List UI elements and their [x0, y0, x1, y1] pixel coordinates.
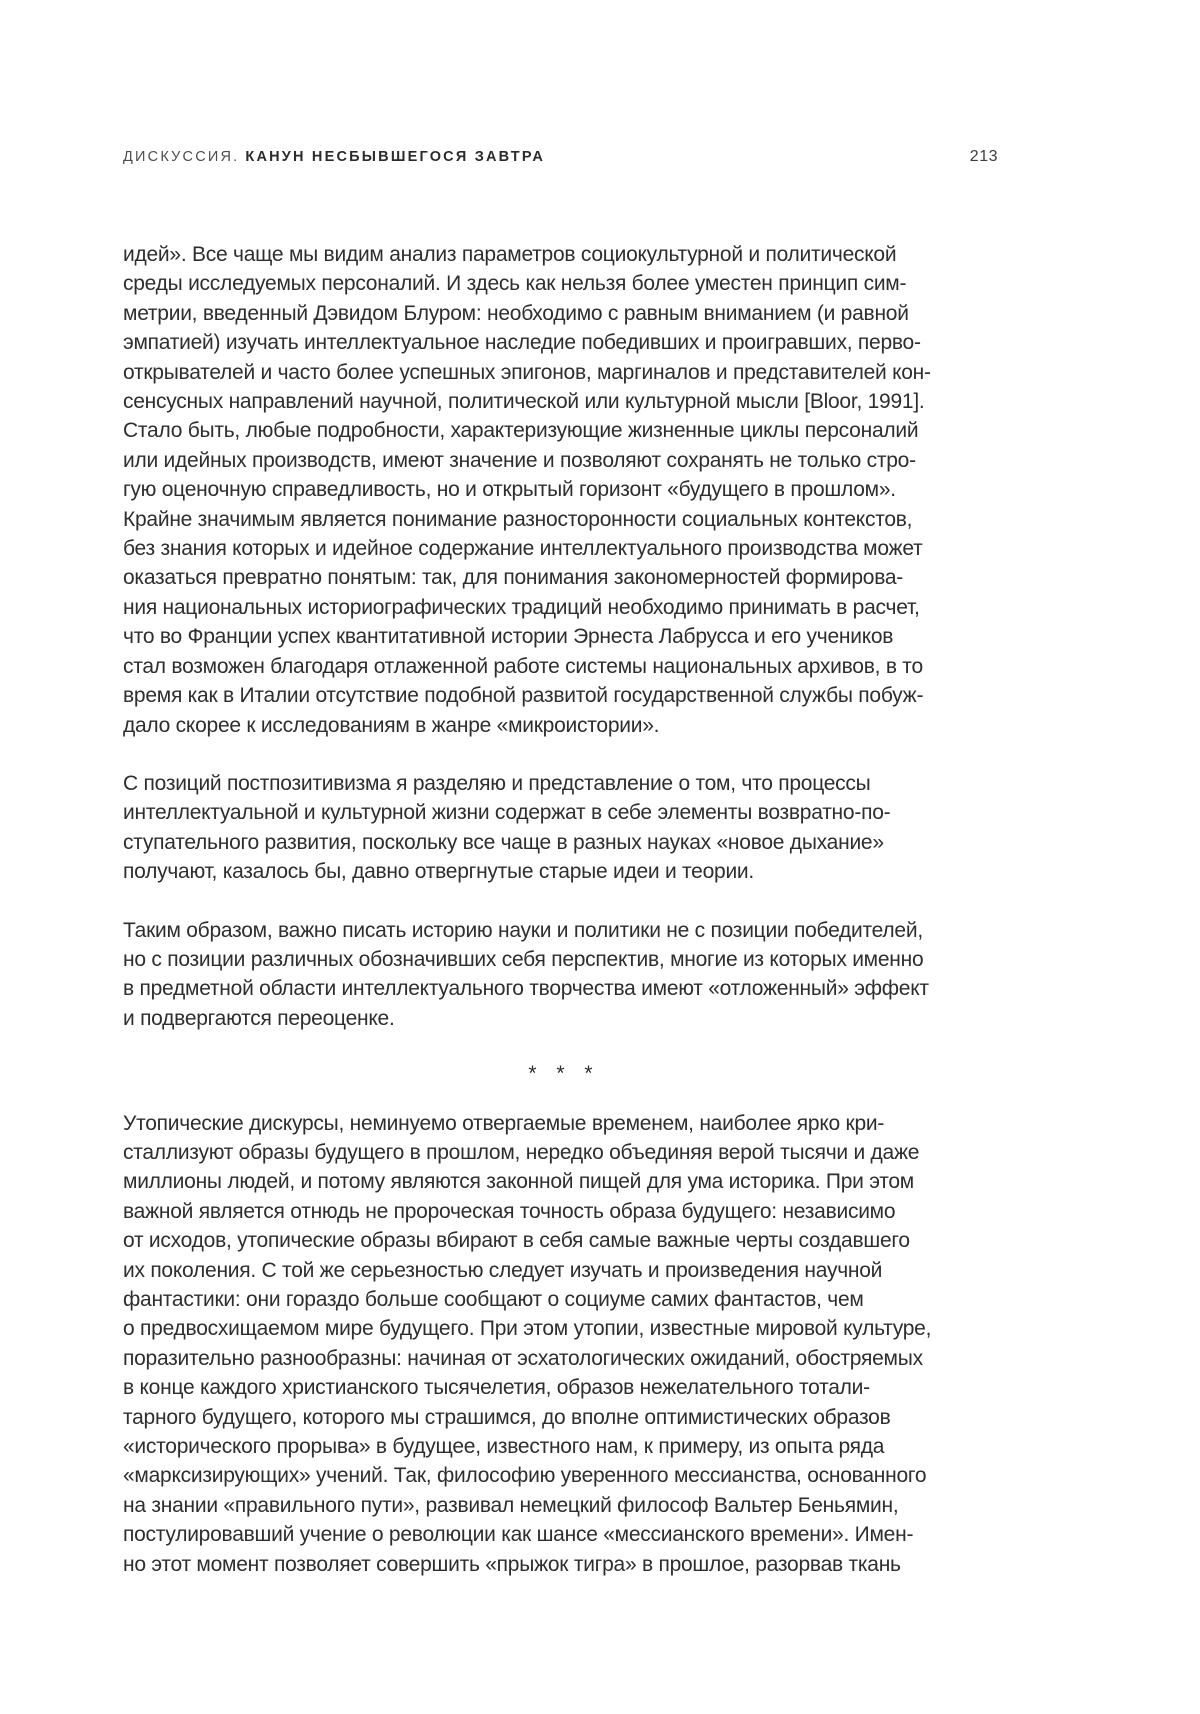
- running-head: [123, 148, 998, 166]
- paragraph: Утопические дискурсы, неминуемо отвергаемые временем, наиболее ярко кри- сталлизуют образы будущего в прошлом, нередко объединяя верой тысячи и даже миллионы людей, и потому являются законной пищей для ума историка. При этом важной является отнюдь не пророческая точность образа будущего: независимо от исходов, утопические образы вбирают в себя самые важные черты создавшего их поколения. С той же серьезностью следует изучать и произведения научной фантастики: они гораздо больше сообщают о социуме самих фантастов, чем о предвосхищаемом мире будущего. При этом утопии, известные мировой культуре, поразительно разнообразны: начиная от эсхатологических ожиданий, обостряемых в конце каждого христианского тысячелетия, образов нежелательного тотали- тарного будущего, которого мы страшимся, до вполне оптимистических образов «исторического прорыва» в будущее, известного нам, к примеру, из опыта ряда «марксизирующих» учений. Так, философию уверенного мессианства, основанного на знании «правильного пути», развивал немецкий философ Вальтер Беньямин, постулировавший учение о революции как шансе «мессианского времени». Имен- но этот момент позволяет совершить «прыжок тигра» в прошлое, разорвав ткань: [123, 1111, 932, 1576]
- running-head-text: [123, 149, 545, 165]
- section-separator: * * *: [528, 1062, 600, 1086]
- page-number: 213: [969, 148, 998, 165]
- running-head-section: ДИСКУССИЯ.: [123, 149, 240, 165]
- text-column: [123, 240, 1023, 1608]
- paragraph: С позиций постпозитивизма я разделяю и представление о том, что процессы интеллектуальной и культурной жизни содержат в себе элементы возвратно-по- ступательного развития, поскольку все чаще в разных науках «новое дыхание» получают, казалось бы, давно отвергнутые старые идеи и теории.: [123, 771, 891, 884]
- running-head-title: КАНУН НЕСБЫВШЕГОСЯ ЗАВТРА: [245, 149, 546, 165]
- paragraph: идей». Все чаще мы видим анализ параметров социокультурной и политической среды исследуемых персоналий. И здесь как нельзя более уместен принцип сим- метрии, введенный Дэвидом Блуром: необходимо с равным вниманием (и равной эмпатией) изучать интеллектуальное наследие победивших и проигравших, перво- открывателей и часто более успешных эпигонов, маргиналов и представителей кон- сенсусных направлений научной, политической или культурной мысли [Bloor, 1991]. Стало быть, любые подробности, характеризующие жизненные циклы персоналий или идейных производств, имеют значение и позволяют сохранять не только стро- гую оценочную справедливость, но и открытый горизонт «будущего в прошлом». Крайне значимым является понимание разносторонности социальных контекстов, без знания которых и идейное содержание интеллектуального производства может оказаться превратно понятым: так, для понимания закономерностей формирова- ния национальных историографических традиций необходимо принимать в расчет, что во Франции успех квантитативной истории Эрнеста Лабрусса и его учеников стал возможен благодаря отлаженной работе системы национальных архивов, в то время как в Италии отсутствие подобной развитой государственной службы побуж- дало скорее к исследованиям в жанре «микроистории».: [123, 243, 931, 737]
- paragraph: Таким образом, важно писать историю науки и политики не с позиции победителей, но с позиции различных обозначивших себя перспектив, многие из которых именно в предметной области интеллектуального творчества имеют «отложенный» эффект и подвергаются переоценке.: [123, 918, 929, 1030]
